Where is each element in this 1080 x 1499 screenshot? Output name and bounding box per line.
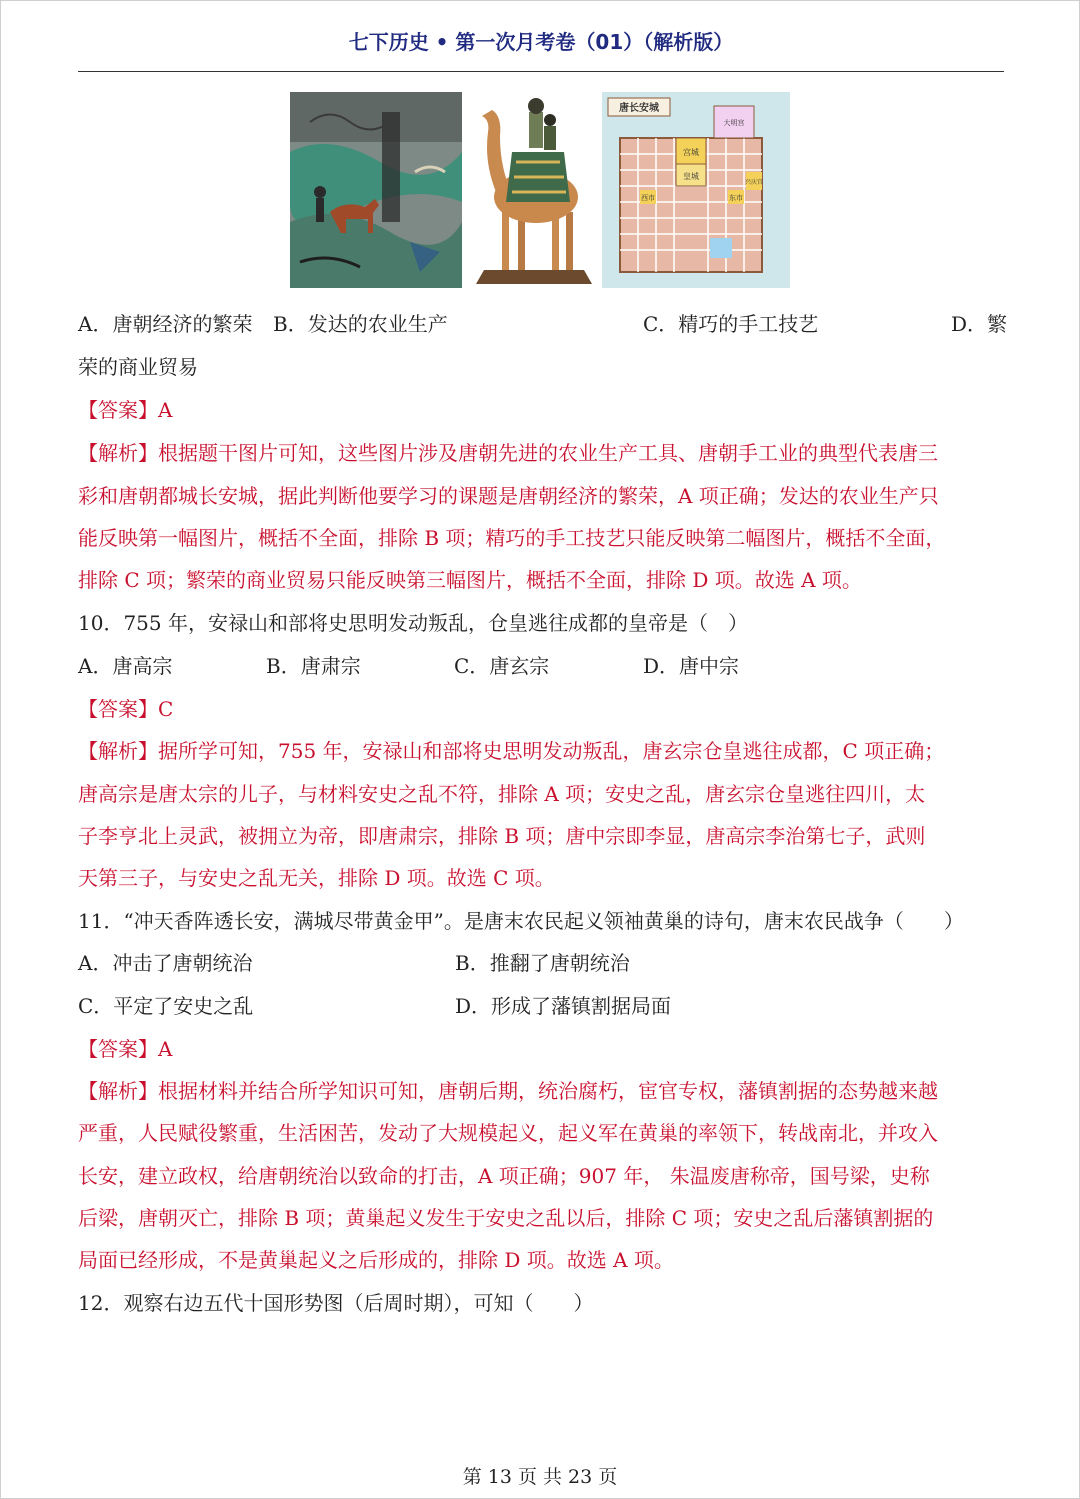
q10-analysis-line: 唐高宗是唐太宗的儿子，与材料安史之乱不符，排除 A 项；安史之乱，唐玄宗仓皇逃往四川，太 — [78, 782, 926, 806]
page-number-footer: 第 13 页 共 23 页 — [462, 1466, 618, 1488]
q10-analysis-line: 天第三子，与安史之乱无关，排除 D 项。故选 C 项。 — [78, 866, 555, 890]
map-label-imperial-city: 皇城 — [683, 172, 699, 181]
map-label-palace: 宫城 — [683, 148, 699, 157]
q9-option-a: A．唐朝经济的繁荣 — [78, 312, 253, 336]
q9-analysis-line: 【解析】根据题干图片可知，这些图片涉及唐朝先进的农业生产工具、唐朝手工业的典型代表唐三 — [78, 441, 938, 465]
page-header-title: 七下历史 • 第一次月考卷（01）（解析版） — [348, 30, 734, 54]
map-label-east-market: 东市 — [729, 194, 743, 202]
q11-option-b: B．推翻了唐朝统治 — [455, 951, 630, 975]
q9-option-d-part2: 荣的商业贸易 — [78, 355, 198, 379]
q11-analysis-line: 【解析】根据材料并结合所学知识可知，唐朝后期，统治腐朽，宦官专权，藩镇割据的态势越来越 — [78, 1079, 938, 1103]
q11-option-d: D．形成了藩镇割据局面 — [455, 994, 672, 1018]
q10-stem: 10．755 年，安禄山和部将史思明发动叛乱，仓皇逃往成都的皇帝是（ ） — [78, 611, 748, 635]
q11-option-a: A．冲击了唐朝统治 — [78, 951, 253, 975]
changan-city-map — [602, 92, 790, 288]
q10-option-b: B．唐肃宗 — [266, 654, 361, 678]
map-label-daming-palace: 大明宫 — [723, 119, 745, 127]
q10-option-c: C．唐玄宗 — [454, 654, 550, 678]
q10-answer: 【答案】C — [78, 697, 174, 721]
q9-answer: 【答案】A — [78, 398, 173, 422]
map-label-xingqing-palace: 兴庆宫 — [744, 179, 764, 186]
q12-stem: 12．观察右边五代十国形势图（后周时期），可知（ ） — [78, 1291, 594, 1315]
q10-analysis-line: 【解析】据所学可知，755 年，安禄山和部将史思明发动叛乱，唐玄宗仓皇逃往成都，C 项正确； — [78, 739, 945, 763]
q11-analysis-line: 局面已经形成，不是黄巢起义之后形成的，排除 D 项。故选 A 项。 — [78, 1248, 674, 1272]
q11-analysis-line: 长安，建立政权，给唐朝统治以致命的打击，A 项正确；907 年， 朱温废唐称帝，国号梁，史称 — [78, 1164, 930, 1188]
q10-option-d: D．唐中宗 — [643, 654, 740, 678]
map-title: 唐长安城 — [619, 103, 659, 114]
q11-answer: 【答案】A — [78, 1037, 173, 1061]
q11-stem: 11．“冲天香阵透长安，满城尽带黄金甲”。是唐末农民起义领袖黄巢的诗句，唐末农民战争（ ） — [78, 909, 964, 933]
q9-analysis-line: 彩和唐朝都城长安城，据此判断他要学习的课题是唐朝经济的繁荣，A 项正确；发达的农业生产只 — [78, 484, 939, 508]
q10-analysis-line: 子李亨北上灵武，被拥立为帝，即唐肃宗，排除 B 项；唐中宗即李显，唐高宗李治第七子，武则 — [78, 824, 926, 848]
header-divider — [78, 71, 1004, 72]
mural-farming-image — [290, 92, 462, 288]
map-label-west-market: 西市 — [641, 194, 655, 202]
q9-option-b: B．发达的农业生产 — [273, 312, 448, 336]
tang-sancai-camel-image — [474, 92, 594, 288]
q9-option-c: C．精巧的手工技艺 — [643, 312, 819, 336]
q11-analysis-line: 后梁，唐朝灭亡，排除 B 项；黄巢起义发生于安史之乱以后，排除 C 项；安史之乱后藩镇割据的 — [78, 1206, 934, 1230]
q9-analysis-line: 排除 C 项；繁荣的商业贸易只能反映第三幅图片，概括不全面，排除 D 项。故选 A 项。 — [78, 568, 862, 592]
q9-analysis-line: 能反映第一幅图片，概括不全面，排除 B 项；精巧的手工技艺只能反映第二幅图片，概括不全面， — [78, 526, 946, 550]
q10-option-a: A．唐高宗 — [78, 654, 173, 678]
q9-option-d-part1: D．繁 — [951, 312, 1008, 336]
q11-option-c: C．平定了安史之乱 — [78, 994, 254, 1018]
q11-analysis-line: 严重，人民赋役繁重，生活困苦，发动了大规模起义，起义军在黄巢的率领下，转战南北，并攻入 — [78, 1121, 938, 1145]
